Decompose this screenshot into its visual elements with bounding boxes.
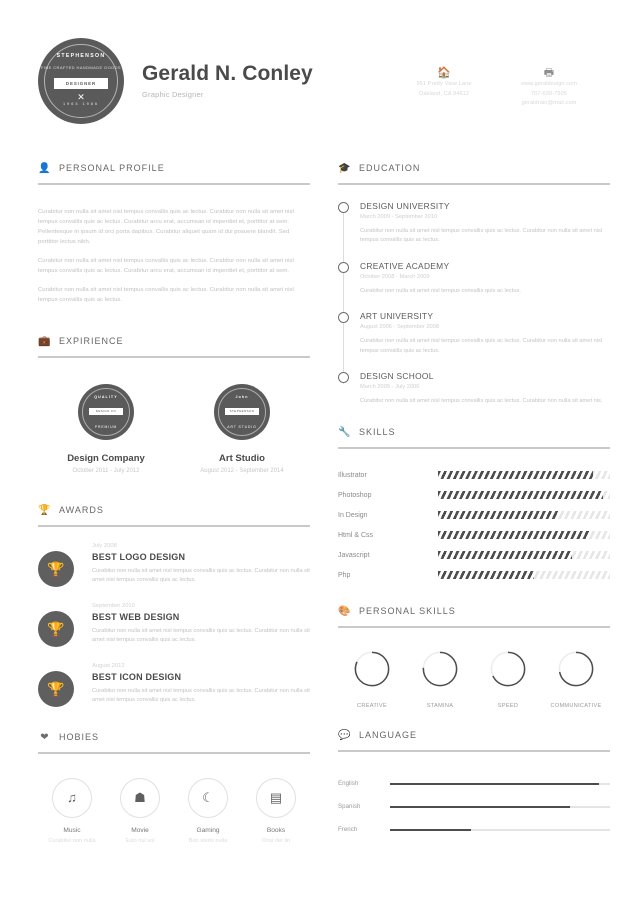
section-divider <box>38 525 310 527</box>
profile-paragraph: Curabitur non nulla sit amet nisl tempus convallis quis ac lectus. Curabitur non nulla sit amet nisl tempus convallis quis ac lectus. <box>38 287 294 303</box>
trophy-icon: 🏆 <box>38 504 51 516</box>
skill-bar-fill <box>438 471 593 479</box>
personal-skill-label: CREATIVE <box>357 703 387 710</box>
hobby-subtitle: Curabitur non nulla <box>48 838 96 844</box>
education-dates: March 2005 - July 2006 <box>360 384 420 391</box>
section-education <box>338 160 610 406</box>
personal-skill-item <box>338 650 406 709</box>
education-dates: October 2008 - March 2009 <box>360 273 430 280</box>
language-row <box>338 818 610 841</box>
trophy-icon: 🏆 <box>38 611 74 647</box>
section-awards <box>38 502 310 707</box>
skill-row <box>338 565 610 585</box>
badge-cross-icon: ✕ <box>77 92 85 102</box>
hobby-name: Music <box>63 827 81 834</box>
skill-row <box>338 545 610 565</box>
timeline-dot-icon <box>338 202 349 213</box>
language-row <box>338 795 610 818</box>
hobbies-list <box>38 778 310 844</box>
book-icon: ▤ <box>256 778 296 818</box>
logo-bottom-text: PREMIUM <box>94 425 118 429</box>
education-description: Curabitur non nulla sit amet nisl tempus convallis quis ac lectus. Curabitur non nulla sit amet nisl tempus convallis quis ac lectus. <box>360 338 603 354</box>
skill-name: Photoshop <box>338 491 372 499</box>
education-timeline <box>338 201 610 406</box>
email-line[interactable]: geraldrain@mail.com <box>521 100 577 106</box>
hobby-item <box>38 778 106 844</box>
experience-list <box>38 384 310 474</box>
skill-bar-fill <box>438 511 558 519</box>
award-title: BEST WEB DESIGN <box>92 612 180 622</box>
award-body <box>92 663 310 707</box>
education-title: ART UNIVERSITY <box>360 311 434 322</box>
profile-paragraph: Curabitur non nulla sit amet nisl tempus convallis quis ac lectus. Curabitur non nulla sit amet nisl tempus convallis quis ac lectus. Curabitur arcu erat, accumsan id imperdiet et, porttitor at sem. <box>38 258 294 274</box>
timeline-dot-icon <box>338 372 349 383</box>
badge-ribbon-text: DESIGNER <box>54 78 108 89</box>
skill-bar <box>438 491 610 499</box>
hobby-subtitle: Esto nul sol <box>125 838 155 844</box>
section-experience <box>38 333 310 474</box>
language-bar-track <box>390 806 610 809</box>
name-block <box>142 62 313 99</box>
language-name: French <box>338 826 358 834</box>
skill-bar <box>438 531 610 539</box>
hobby-item <box>174 778 242 844</box>
language-name: English <box>338 780 359 788</box>
skill-name: Illustrator <box>338 471 367 479</box>
skill-name: In Design <box>338 511 368 519</box>
section-title: LANGUAGE <box>359 730 418 741</box>
language-bar-fill <box>390 829 471 832</box>
skill-row <box>338 485 610 505</box>
skill-bar-fill <box>438 571 534 579</box>
logo-top-text: QUALITY <box>94 395 118 399</box>
personal-skills-list <box>338 650 610 709</box>
award-description: Curabitur non nulla sit amet nisl tempus convallis quis ac lectus. Curabitur non nulla sit amet nisl tempus convallis quis ac lectus. <box>92 688 310 704</box>
timeline-dot-icon <box>338 262 349 273</box>
timeline-dot-icon <box>338 312 349 323</box>
home-icon: 🏠 <box>437 67 451 79</box>
section-title: HOBIES <box>59 732 100 742</box>
experience-item <box>174 384 310 474</box>
address-line-2: Oakland, CA 94612 <box>418 90 470 97</box>
section-hobbies <box>38 729 310 844</box>
education-dates: August 2006 - September 2008 <box>360 324 440 331</box>
website-line[interactable]: www.geraldesign.com <box>520 81 578 87</box>
award-body <box>92 603 310 647</box>
header <box>38 38 608 138</box>
badge-sub-text: FINE CRAFTED HANDMADE GOODS <box>41 65 121 70</box>
award-date: September 2010 <box>92 603 135 609</box>
education-title: CREATIVE ACADEMY <box>360 260 450 271</box>
timeline-line <box>343 207 344 384</box>
section-divider <box>338 750 610 752</box>
logo-ribbon-text: DESIGN CO <box>89 408 123 415</box>
award-title: BEST ICON DESIGN <box>92 672 182 682</box>
skill-row <box>338 525 610 545</box>
company-name: Art Studio <box>219 453 265 464</box>
speech-bubble-icon: 💬 <box>338 729 351 741</box>
education-item <box>360 311 610 356</box>
skill-row <box>338 465 610 485</box>
left-column <box>38 160 310 844</box>
section-personal-skills <box>338 603 610 709</box>
section-header <box>338 727 610 743</box>
user-icon: 👤 <box>38 162 51 174</box>
palette-icon: 🎨 <box>338 605 351 617</box>
full-name: Gerald N. Conley <box>142 62 313 85</box>
section-title: EDUCATION <box>359 163 421 173</box>
company-logo <box>214 384 270 440</box>
education-description: Curabitur non nulla sit amet nisl tempus convallis quis ac lectus. Curabitur non nulla sit amet nisl tempus convallis quis ac lectus. <box>360 228 603 244</box>
printer-icon: 🖶 <box>543 67 555 79</box>
logo-ribbon-text: STEPHENSON <box>225 408 259 415</box>
section-divider <box>38 356 310 358</box>
education-dates: March 2009 - September 2010 <box>360 214 438 220</box>
section-header <box>38 333 310 349</box>
education-description: Curabitur non nulla sit amet nisl tempus convallis quis ac lectus. Curabitur non nulla sit amet nis. <box>360 398 603 405</box>
trophy-icon: 🏆 <box>38 671 74 707</box>
headphones-icon: ♫ <box>52 778 92 818</box>
skill-bar-fill <box>438 551 572 559</box>
personal-skill-item <box>542 650 610 709</box>
skills-list <box>338 465 610 585</box>
donut-progress-icon <box>421 650 459 688</box>
skill-bar <box>438 571 610 579</box>
personal-skill-label: SPEED <box>497 703 519 710</box>
language-bar-fill <box>390 783 599 786</box>
section-divider <box>38 752 310 754</box>
personal-skill-label: COMMUNICATIVE <box>550 703 602 710</box>
award-body <box>92 543 310 587</box>
hobby-subtitle: Bon sterio nulla <box>188 838 228 844</box>
hobby-name: Books <box>266 827 286 834</box>
company-dates: October 2011 - July 2012 <box>72 468 140 474</box>
personal-skill-label: STAMINA <box>426 703 454 710</box>
hobby-subtitle: Onsi der lin <box>261 838 291 844</box>
skill-bar <box>438 511 610 519</box>
section-title: PERSONAL PROFILE <box>59 163 165 173</box>
section-language <box>338 727 610 841</box>
section-divider <box>338 626 610 628</box>
address-line-1: 951 Pretty View Lane <box>416 81 472 87</box>
language-row <box>338 772 610 795</box>
company-logo <box>78 384 134 440</box>
award-description: Curabitur non nulla sit amet nisl tempus convallis quis ac lectus. Curabitur non nulla sit amet nisl tempus convallis quis ac lectus. <box>92 628 310 644</box>
language-bar-fill <box>390 806 570 809</box>
skill-bar <box>438 551 610 559</box>
section-header <box>338 160 610 176</box>
skill-bar-fill <box>438 531 589 539</box>
badge-arc-top-text: STEPHENSON <box>56 53 106 59</box>
donut-progress-icon <box>353 650 391 688</box>
award-date: August 2012 <box>92 663 125 669</box>
experience-item <box>38 384 174 474</box>
skill-name: Php <box>338 571 351 579</box>
gamepad-icon: ☾ <box>188 778 228 818</box>
film-camera-icon: ☗ <box>120 778 160 818</box>
badge-years-text: 1963 1986 <box>63 102 99 106</box>
section-skills <box>338 424 610 585</box>
section-title: SKILLS <box>359 427 396 438</box>
logo-bottom-text: ART STUDIO <box>227 425 257 429</box>
personal-logo-badge <box>38 38 124 124</box>
hobby-item <box>242 778 310 844</box>
section-divider <box>338 447 610 449</box>
profile-paragraph: Curabitur non nulla sit amet nisl tempus convallis quis ac lectus. Curabitur non nulla sit amet nisl tempus convallis quis ac lectus. Curabitur arcu erat, accumsan id imperdiet et, porttitor at sem. Pellentesque in ipsum id orci porta dapibus. Curabitur aliquet quam id dui posuere blandit. Sed porttitor lectus nibh. <box>38 209 294 245</box>
section-title: EXPIRIENCE <box>59 336 124 346</box>
personal-skill-item <box>474 650 542 709</box>
award-title: BEST LOGO DESIGN <box>92 552 186 562</box>
skill-name: Html & Css <box>338 531 373 539</box>
right-column <box>338 160 610 841</box>
section-title: AWARDS <box>59 505 104 515</box>
section-header <box>38 160 310 176</box>
language-name: Spanish <box>338 803 361 811</box>
education-item <box>360 371 610 406</box>
education-title: DESIGN SCHOOL <box>360 371 434 382</box>
company-dates: August 2012 - September 2014 <box>200 468 284 474</box>
section-divider <box>38 183 310 185</box>
hobby-name: Movie <box>131 827 149 834</box>
personal-skill-item <box>406 650 474 709</box>
contact-address-block <box>398 66 490 99</box>
award-item <box>38 543 310 587</box>
section-header <box>338 424 610 440</box>
trophy-icon: 🏆 <box>38 551 74 587</box>
section-personal-profile <box>38 160 310 305</box>
award-item <box>38 603 310 647</box>
education-item <box>360 201 610 246</box>
award-date: July 2008 <box>92 543 117 549</box>
language-bar-track <box>390 783 610 786</box>
language-list <box>338 772 610 841</box>
award-item <box>38 663 310 707</box>
skill-row <box>338 505 610 525</box>
education-description: Curabitur non nulla sit amet nisl tempus convallis quis ac lectus. <box>360 287 521 294</box>
wrench-icon: 🔧 <box>338 426 351 438</box>
education-title: DESIGN UNIVERSITY <box>360 201 450 211</box>
graduation-cap-icon: 🎓 <box>338 162 351 174</box>
briefcase-icon: 💼 <box>38 335 51 347</box>
section-divider <box>338 183 610 185</box>
skill-name: Javascript <box>338 551 370 559</box>
section-header <box>38 502 310 518</box>
section-header <box>338 603 610 619</box>
hobby-item <box>106 778 174 844</box>
language-bar-track <box>390 829 610 832</box>
education-item <box>360 261 610 296</box>
contact-info <box>398 66 608 136</box>
phone-line[interactable]: 707-630-7905 <box>530 90 568 97</box>
job-title: Graphic Designer <box>142 90 204 99</box>
heart-icon: ❤ <box>40 731 49 743</box>
donut-progress-icon <box>489 650 527 688</box>
hobby-name: Gaming <box>196 827 220 834</box>
contact-web-block <box>490 66 608 109</box>
logo-top-text: John <box>235 395 249 399</box>
award-description: Curabitur non nulla sit amet nisl tempus convallis quis ac lectus. Curabitur non nulla sit amet nisl tempus convallis quis ac lectus. <box>92 568 310 584</box>
company-name: Design Company <box>67 453 145 464</box>
section-header <box>38 729 310 745</box>
skill-bar-fill <box>438 491 603 499</box>
skill-bar <box>438 471 610 479</box>
section-title: PERSONAL SKILLS <box>359 606 456 617</box>
donut-progress-icon <box>557 650 595 688</box>
